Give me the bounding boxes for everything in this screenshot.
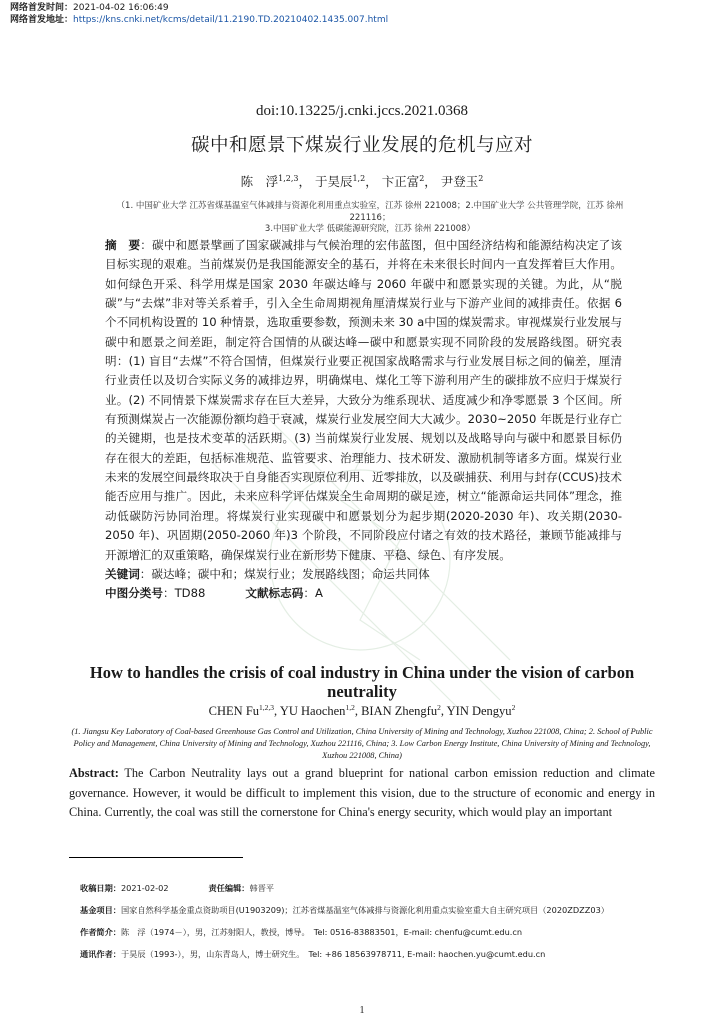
author-cn-3-affil: 2 (419, 173, 425, 183)
footnote-rule (69, 857, 243, 858)
author-bio-text: 陈 浮（1974－），男，江苏射阳人，教授，博导。 Tel: 0516-83883501，E-mail: chenfu@cumt.edu.cn (120, 927, 523, 937)
footnote-fund (80, 899, 660, 921)
clc-label: 中图分类号 (105, 586, 163, 601)
publish-time: 2021-04-02 16:06:49 (73, 3, 169, 13)
corresponding-label: 通讯作者： (80, 949, 121, 959)
author-en-3: BIAN Zhengfu (361, 704, 438, 719)
footnote-dates (80, 877, 660, 899)
authors-en: CHEN Fu$^{1,2,3}$, YU Haochen$^{1,2}$, BIAN Zhengfu$^2$, YIN Dengyu$^2$ (208, 703, 516, 719)
doc-code-label: 文献标志码 (245, 586, 304, 601)
abstract-en-label: Abstract: (69, 766, 119, 780)
affiliation-cn-line-2: 3.中国矿业大学 低碳能源研究院，江苏 徐州 221008） (264, 224, 476, 234)
keywords-text: 碳达峰；碳中和；煤炭行业；发展路线图；命运共同体 (151, 566, 430, 581)
abstract-cn-text: 碳中和愿景擘画了国家碳减排与气候治理的宏伟蓝图，但中国经济结构和能源结构决定了该目标实现的艰难。当前煤炭仍是我国能源安全的基石，并将在未来很长时间内一直发挥着巨大作用。如何绿色开采、科学用煤是国家 2030 年碳达峰与 2060 年碳中和愿景实现的关键。为此，从“脱碳”与“去煤”非对等关系着手，引入全生命周期视角厘清煤炭行业与下游产业间的减排责任。依据 6 个不同机构设置的 10 种情景，选取重要参数，预测未来 30 a中国的煤炭需求。审视煤炭行业发展与碳中和愿景之间差距，制定符合国情的从碳达峰—碳中和愿景实现不同阶段的发展路线图。研究表明：(1) 盲目“去煤”不符合国情，但煤炭行业要正视国家战略需求与行业发展目标之间的偏差，厘清行业责任以及切合实际义务的减排边界，明确煤电、煤化工等下游利用产生的碳排放不应归于煤炭行业。(2) 不同情景下煤炭需求存在巨大差异，大致分为维系现状、适度减少和净零愿景 3 个区间。所有预测煤炭占一次能源份额均趋于衰减，煤炭行业发展空间大大减少。2030~2050 年既是行业存亡的关键期，也是技术变革的活跃期。(3) 当前煤炭行业发展、规划以及战略导向与碳中和愿景目标仍存在很大的差距，包括标准规范、监管要求、治理能力、技术研发、激励机制等诸多方面。煤炭行业未来的发展空间最终取决于自身能否实现原位利用、近零排放，以及碳捕获、利用与封存(CCUS)技术能否应用与推广。因此，未来应科学评估煤炭全生命周期的碳足迹，树立“能源命运共同体”理念，推动低碳防污协同治理。将煤炭行业实现碳中和愿景划分为起步期(2020-2030 年)、攻关期(2030-2050 年)、巩固期(2050-2060 年)3 个阶段，不同阶段应付诸之有效的技术路径，兼顾节能减排与开源增汇的双重策略，确保煤炭行业在新形势下健康、平稳、绿色、有序发展。 (105, 238, 622, 562)
author-bio-label: 作者简介： (80, 927, 121, 937)
author-en-4: YIN Dengyu (446, 704, 512, 719)
keywords-line: 关键词：碳达峰；碳中和；煤炭行业；发展路线图；命运共同体 (105, 566, 430, 581)
title-en: How to handles the crisis of coal industry in China under the vision of carbon neutrality (89, 663, 635, 701)
received-label: 收稿日期： (80, 883, 121, 893)
author-cn-1-affil: 1,2,3 (278, 173, 299, 183)
author-cn-4-affil: 2 (478, 173, 484, 183)
authors-cn: 陈 浮$^{1,2,3}$， 于昊辰$^{1,2}$， 卞正富$^2$， 尹登玉$^2$ (240, 173, 484, 189)
author-cn-3: 卞正富 (381, 174, 420, 189)
classification-line: 中图分类号：TD88 文献标志码：A (105, 586, 323, 601)
abstract-cn-label: 摘 要 (105, 238, 141, 252)
fund-text: 国家自然科学基金重点资助项目(U1903209)；江苏省煤基温室气体减排与资源化利用重点实验室重大自主研究项目（2020ZDZZ03） (120, 905, 609, 915)
author-en-2-affil: 1,2 (345, 703, 355, 712)
received-date: 2021-02-02 (120, 883, 169, 893)
publish-time-label: 网络首发时间： (10, 3, 74, 13)
clc-value: TD88 (174, 586, 206, 601)
abstract-en-text: The Carbon Neutrality lays out a grand blueprint for national carbon emission reduction and climate governance. However, it would be difficult to implement this vision, due to the structure of economic and energy in China. Currently, the coal was still the cornerstone for China's energy security, which would play an important (69, 766, 655, 820)
footnote-author (80, 921, 660, 943)
author-cn-1: 陈 浮 (240, 174, 279, 189)
doc-code-value: A (314, 586, 323, 601)
author-cn-2-affil: 1,2 (352, 173, 366, 183)
publish-url-label: 网络首发地址： (10, 15, 74, 25)
author-en-3-affil: 2 (437, 703, 441, 712)
publish-time-line (10, 2, 169, 14)
author-cn-4: 尹登玉 (440, 174, 479, 189)
doi: doi:10.13225/j.cnki.jccs.2021.0368 (255, 103, 469, 119)
footnote-corresponding (80, 943, 660, 965)
footnotes (80, 877, 660, 965)
publish-url-link[interactable]: https://kns.cnki.net/kcms/detail/11.2190.TD.20210402.1435.007.html (73, 15, 389, 25)
corresponding-text: 于昊辰（1993-），男，山东青岛人，博士研究生。 Tel: +86 18563978711, E-mail: haochen.yu@cumt.edu.cn (120, 949, 546, 959)
title-cn: 碳中和愿景下煤炭行业发展的危机与应对 (190, 135, 533, 156)
page-number: 1 (359, 1005, 365, 1016)
publish-url-line (10, 14, 388, 26)
author-en-2: YU Haochen (279, 704, 346, 719)
fund-label: 基金项目： (80, 905, 121, 915)
author-en-1: CHEN Fu (208, 704, 260, 719)
abstract-cn-paragraph: 摘 要：碳中和愿景擘画了国家碳减排与气候治理的宏伟蓝图，但中国经济结构和能源结构决定了该目标实现的艰难。当前煤炭仍是我国能源安全的基石，并将在未来很长时间内一直发挥着巨大作用。如何绿色开采、科学用煤是国家 2030 年碳达峰与 2060 年碳中和愿景实现的关键。为此，从“脱碳”与“去煤”非对等关系着手，引入全生命周期视角厘清煤炭行业与下游产业间的减排责任。依据 6 个不同机构设置的 10 种情景，选取重要参数，预测未来 30 a中国的煤炭需求。审视煤炭行业发展与碳中和愿景之间差距，制定符合国情的从碳达峰—碳中和愿景实现不同阶段的发展路线图。研究表明：(1) 盲目“去煤”不符合国情，但煤炭行业要正视国家战略需求与行业发展目标之间的偏差，厘清行业责任以及切合实际义务的减排边界，明确煤电、煤化工等下游利用产生的碳排放不应归于煤炭行业。(2) 不同情景下煤炭需求存在巨大差异，大致分为维系现状、适度减少和净零愿景 3 个区间。所有预测煤炭占一次能源份额均趋于衰减，煤炭行业发展空间大大减少。2030~2050 年既是行业存亡的关键期，也是技术变革的活跃期。(3) 当前煤炭行业发展、规划以及战略导向与碳中和愿景目标仍存在很大的差距，包括标准规范、监管要求、治理能力、技术研发、激励机制等诸多方面。煤炭行业未来的发展空间最终取决于自身能否实现原位利用、近零排放，以及碳捕获、利用与封存(CCUS)技术能否应用与推广。因此，未来应科学评估煤炭全生命周期的碳足迹，树立“能源命运共同体”理念，推动低碳防污协同治理。将煤炭行业实现碳中和愿景划分为起步期(2020-2030 年)、攻关期(2030-2050 年)、巩固期(2050-2060 年)3 个阶段，不同阶段应付诸之有效的技术路径，兼顾节能减排与开源增汇的双重策略，确保煤炭行业在新形势下健康、平稳、绿色、有序发展。 (105, 238, 622, 562)
author-en-4-affil: 2 (511, 703, 516, 712)
keywords-label: 关键词 (105, 566, 140, 581)
abstract-cn (105, 236, 622, 604)
affiliation-cn (100, 201, 640, 236)
affiliation-cn-line-1: （1. 中国矿业大学 江苏省煤基温室气体减排与资源化利用重点实验室，江苏 徐州 221008；2.中国矿业大学 公共管理学院，江苏 徐州 221116； (116, 201, 624, 223)
author-cn-2: 于昊辰 (314, 174, 353, 189)
editor-name: 韩晋平 (249, 883, 275, 893)
author-en-1-affil: 1,2,3 (259, 703, 275, 712)
abstract-en (69, 764, 655, 823)
affiliation-en: (1. Jiangsu Key Laboratory of Coal-based Greenhouse Gas Control and Utilization, China University of Mining and Technology, Xuzhou 221008, China; 2. School of Public Policy and Management, China University of Mining and Technology, Xuzhou 221116, China; 3. Low Carbon Energy Institute, China University of Mining and Technology, Xuzhou 221008, China) (71, 727, 653, 760)
editor-label: 责任编辑： (208, 883, 250, 893)
